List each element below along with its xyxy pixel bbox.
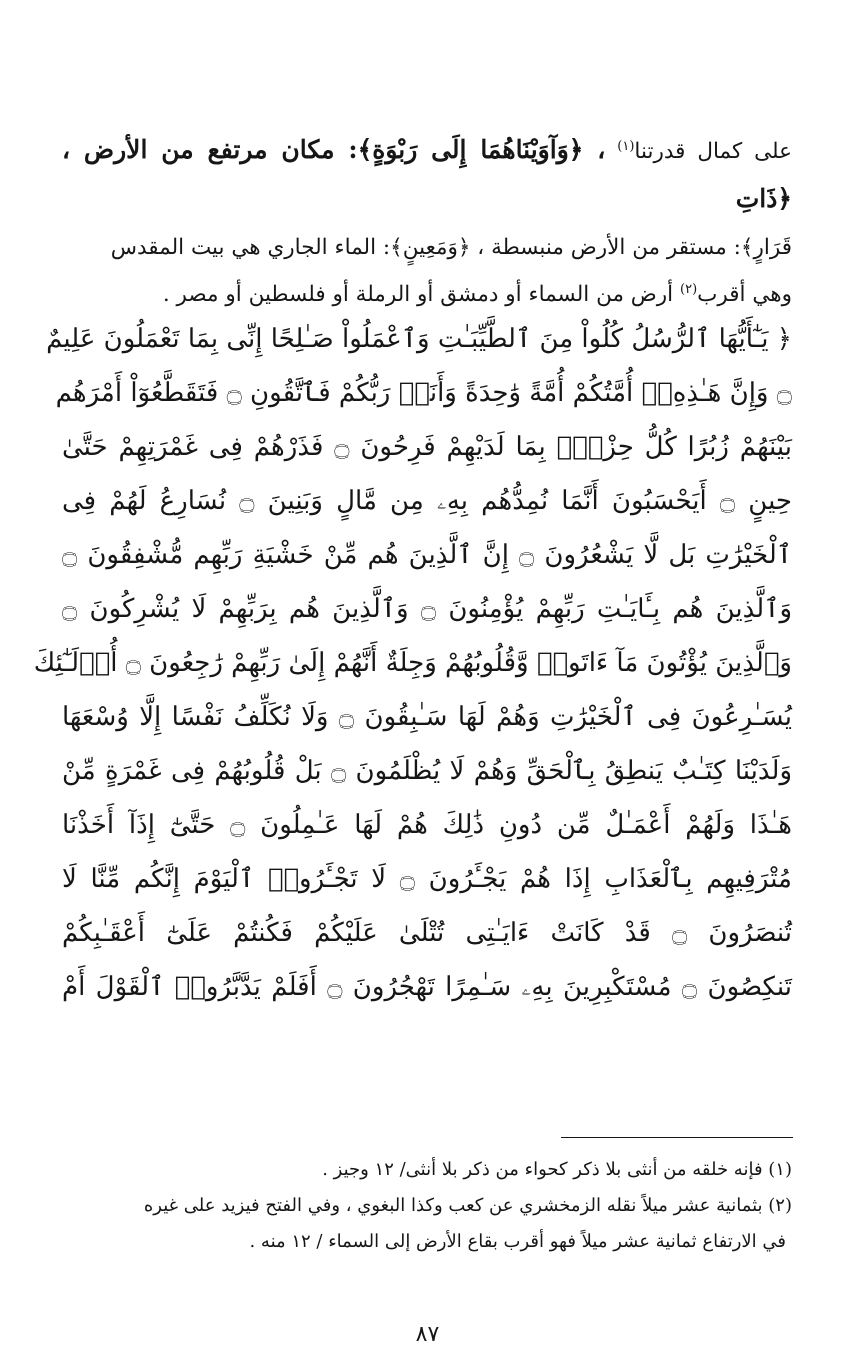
commentary-intro — [62, 126, 792, 318]
verse-line: بَيْنَهُمْ زُبُرًا كُلُّ حِزْبٍۭ بِمَا لَدَيْهِمْ فَرِحُونَ ۝ فَذَرْهُمْ فِى غَمْرَتِهِمْ حَتَّىٰ — [62, 432, 792, 462]
verse-line: وَلَدَيْنَا كِتَـٰبٌ يَنطِقُ بِٱلْحَقِّ وَهُمْ لَا يُظْلَمُونَ ۝ بَلْ قُلُوبُهُمْ فِى غَمْرَةٍ مِّنْ — [62, 756, 792, 786]
intro-line-3 — [62, 271, 792, 318]
intro-line-2: قَرَارٍ﴾: مستقر من الأرض منبسطة ، ﴿وَمَعِينٍ﴾: الماء الجاري هي بيت المقدس — [110, 235, 792, 260]
verse-line: ۝ وَإِنَّ هَـٰذِهِۦٓ أُمَّتُكُمْ أُمَّةً وَٰحِدَةً وَأَنَا۠ رَبُّكُمْ فَٱتَّقُونِ ۝ فَتَقَطَّعُوٓاْ أَمْرَهُم — [55, 378, 792, 408]
verse-line: تَنكِصُونَ ۝ مُسْتَكْبِرِينَ بِهِۦ سَـٰمِرًا تَهْجُرُونَ ۝ أَفَلَمْ يَدَّبَّرُوا۟ ٱلْقَوْلَ أَمْ — [62, 972, 792, 1002]
footnotes — [62, 1152, 792, 1260]
intro-text-cont: أرض من السماء أو دمشق أو الرملة أو فلسطين أو مصر . — [162, 282, 674, 307]
verse-line: هَـٰذَا وَلَهُمْ أَعْمَـٰلٌ مِّن دُونِ ذَٰلِكَ هُمْ لَهَا عَـٰمِلُونَ ۝ حَتَّىٰٓ إِذَآ أَخَذْنَا — [62, 810, 792, 840]
verse-line: مُتْرَفِيهِم بِٱلْعَذَابِ إِذَا هُمْ يَجْـَٔرُونَ ۝ لَا تَجْـَٔرُوا۟ ٱلْيَوْمَ إِنَّكُم مِّنَّا لَا — [62, 864, 792, 894]
verse-line: يُسَـٰرِعُونَ فِى ٱلْخَيْرَٰتِ وَهُمْ لَهَا سَـٰبِقُونَ ۝ وَلَا نُكَلِّفُ نَفْسًا إِلَّا وُسْعَهَا — [62, 702, 792, 732]
footnote-2: (٢) بثمانية عشر ميلاً نقله الزمخشري عن كعب وكذا البغوي ، وفي الفتح فيزيد على غيره — [143, 1195, 792, 1216]
verse-line: ﴿ يَـٰٓأَيُّهَا ٱلرُّسُلُ كُلُواْ مِنَ ٱلطَّيِّبَـٰتِ وَٱعْمَلُواْ صَـٰلِحًا إِنِّى بِمَا تَعْمَلُونَ عَلِيمٌ — [46, 324, 792, 354]
verse-line: حِينٍ ۝ أَيَحْسَبُونَ أَنَّمَا نُمِدُّهُم بِهِۦ مِن مَّالٍ وَبَنِينَ ۝ نُسَارِعُ لَهُمْ فِى — [62, 486, 792, 516]
verse-line: تُنصَرُونَ ۝ قَدْ كَانَتْ ءَايَـٰتِى تُتْلَىٰ عَلَيْكُمْ فَكُنتُمْ عَلَىٰٓ أَعْقَـٰبِكُمْ — [62, 918, 792, 948]
quran-verses-block — [33, 312, 793, 1014]
footnote-1: (١) فإنه خلقه من أنثى بلا ذكر كحواء من ذكر بلا أنثى/ ١٢ وجيز . — [322, 1159, 792, 1180]
footnote-2-continued: في الارتفاع ثمانية عشر ميلاً فهو أقرب بقاع الأرض إلى السماء / ١٢ منه . — [249, 1231, 786, 1252]
intro-text: على كمال قدرتنا — [634, 139, 792, 164]
page-number: ٨٧ — [415, 1322, 440, 1347]
footnote-divider — [561, 1137, 793, 1138]
intro-line-1 — [62, 126, 792, 224]
intro-text: وهي أقرب — [697, 282, 792, 307]
verse-line: ٱلْخَيْرَٰتِ بَل لَّا يَشْعُرُونَ ۝ إِنَّ ٱلَّذِينَ هُم مِّنْ خَشْيَةِ رَبِّهِم مُّشْفِقُونَ ۝ — [62, 540, 792, 570]
footnote-ref-1[interactable]: (١) — [617, 138, 635, 154]
footnote-ref-2[interactable]: (٢) — [680, 281, 698, 297]
intro-text-cont: ، ﴿وَآوَيْنَاهُمَا إِلَى رَبْوَةٍ﴾: مكان مرتفع من الأرض ، ﴿ذَاتِ — [62, 135, 792, 213]
verse-line: وَٱلَّذِينَ هُم بِـَٔايَـٰتِ رَبِّهِمْ يُؤْمِنُونَ ۝ وَٱلَّذِينَ هُم بِرَبِّهِمْ لَا يُشْرِكُونَ ۝ — [62, 594, 793, 624]
verse-line: وَٱلَّذِينَ يُؤْتُونَ مَآ ءَاتَوا۟ وَّقُلُوبُهُمْ وَجِلَةٌ أَنَّهُمْ إِلَىٰ رَبِّهِمْ رَٰجِعُونَ ۝ أُو۟لَـٰٓئِكَ — [33, 648, 792, 678]
